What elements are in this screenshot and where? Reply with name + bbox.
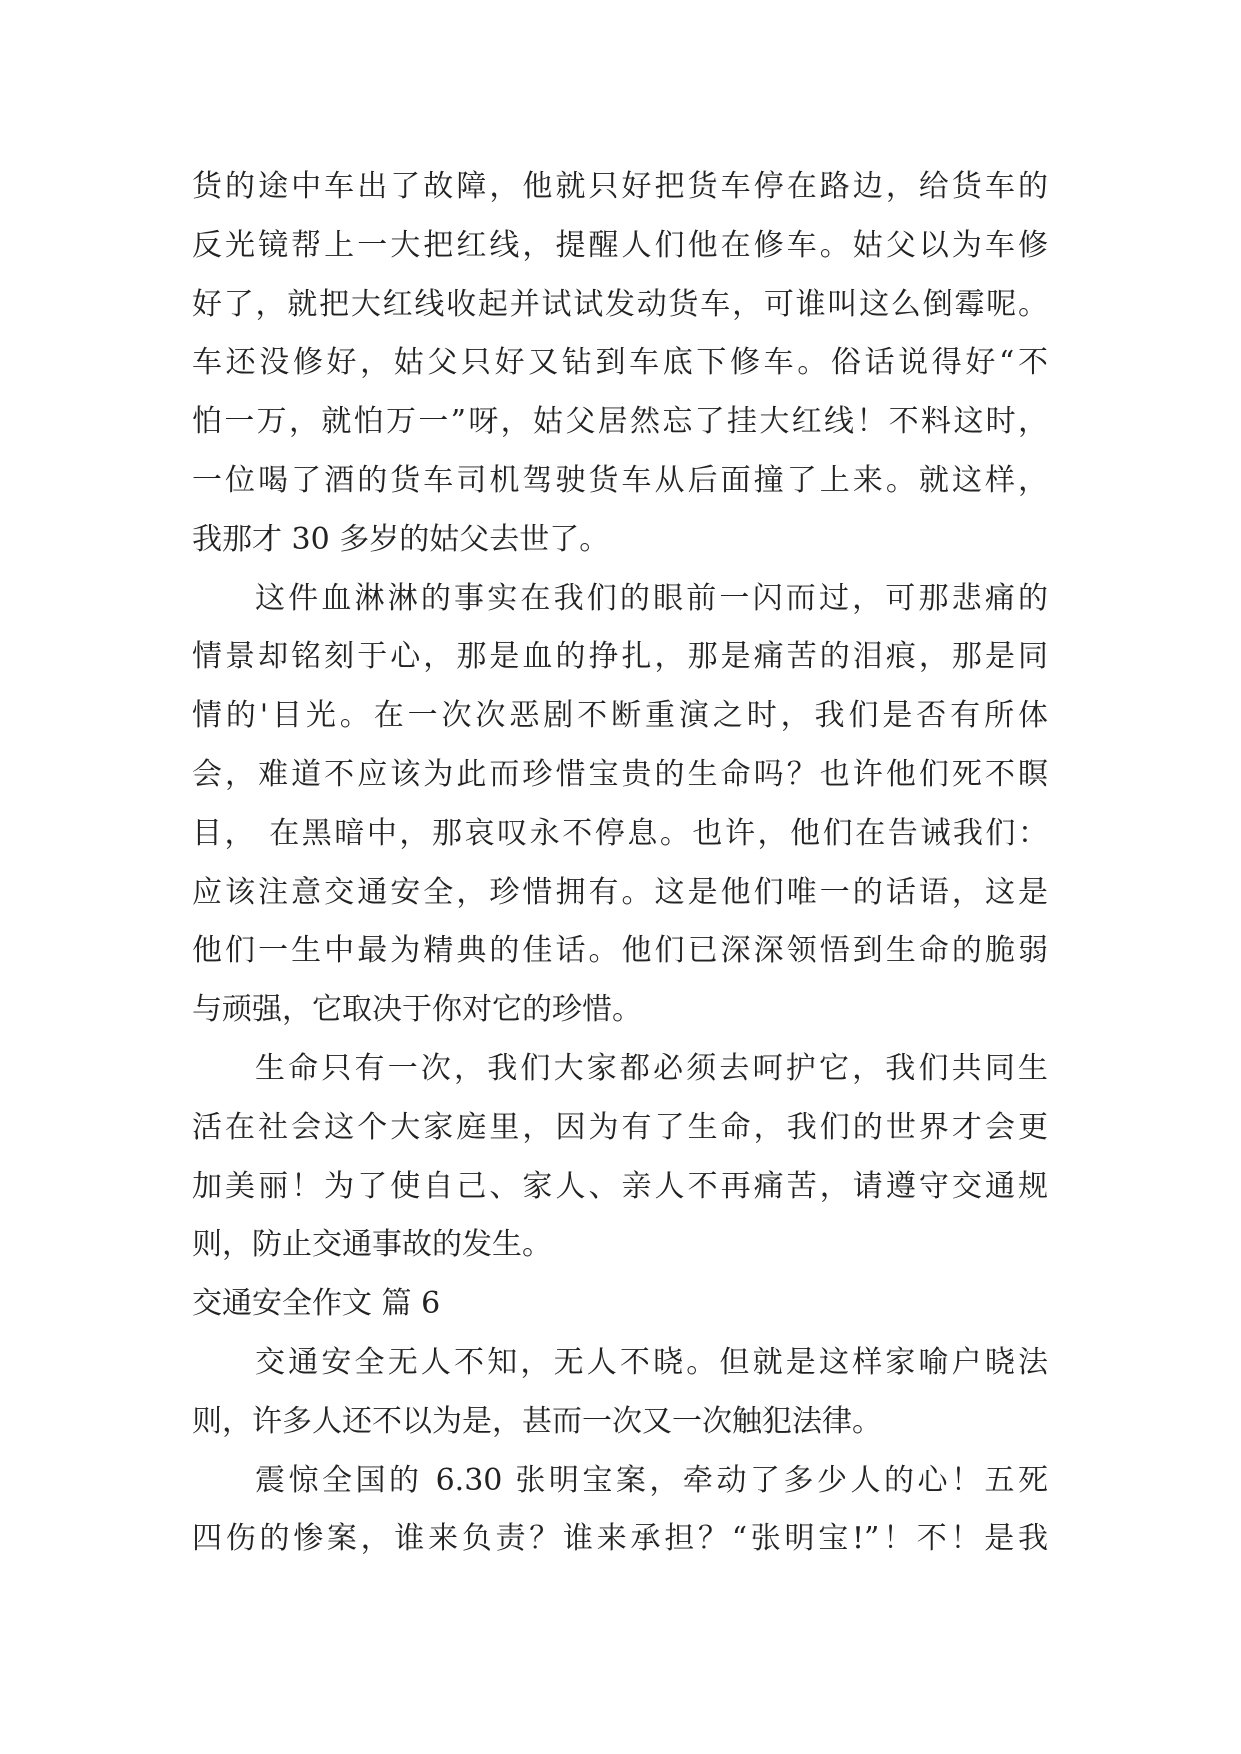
text-line: 情的'目光。在一次次恶剧不断重演之时，我们是否有所体 bbox=[192, 698, 1048, 734]
text-line: 怕一万，就怕万一”呀，姑父居然忘了挂大红线！不料这时， bbox=[192, 404, 1048, 440]
document-body bbox=[192, 158, 1048, 1569]
text-line: 四伤的惨案，谁来负责？谁来承担？“张明宝!”！不！是我 bbox=[192, 1521, 1048, 1557]
paragraph-first-line: 震惊全国的 6.30 张明宝案，牵动了多少人的心！五死 bbox=[255, 1462, 1048, 1498]
paragraph-first-line: 生命只有一次，我们大家都必须去呵护它，我们共同生 bbox=[255, 1050, 1048, 1086]
text-line: 好了，就把大红线收起并试试发动货车，可谁叫这么倒霉呢。 bbox=[192, 286, 1048, 322]
text-line: 应该注意交通安全，珍惜拥有。这是他们唯一的话语，这是 bbox=[192, 874, 1048, 910]
text-line: 目， 在黑暗中，那哀叹永不停息。也许，他们在告诫我们： bbox=[192, 815, 1048, 851]
text-line: 一位喝了酒的货车司机驾驶货车从后面撞了上来。就这样， bbox=[192, 462, 1048, 498]
text-line: 会，难道不应该为此而珍惜宝贵的生命吗？也许他们死不瞑 bbox=[192, 756, 1048, 792]
text-line: 车还没修好，姑父只好又钻到车底下修车。俗话说得好“不 bbox=[192, 345, 1048, 381]
text-line: 我那才 30 多岁的姑父去世了。 bbox=[192, 521, 610, 557]
text-line: 货的途中车出了故障，他就只好把货车停在路边，给货车的 bbox=[192, 169, 1048, 204]
text-line: 则，许多人还不以为是，甚而一次又一次触犯法律。 bbox=[192, 1403, 882, 1439]
text-line: 反光镜帮上一大把红线，提醒人们他在修车。姑父以为车修 bbox=[192, 227, 1048, 263]
text-line: 则，防止交通事故的发生。 bbox=[192, 1227, 552, 1263]
paragraph-first-line: 交通安全无人不知，无人不晓。但就是这样家喻户晓法 bbox=[255, 1344, 1048, 1380]
text-line: 与顽强，它取决于你对它的珍惜。 bbox=[192, 992, 642, 1028]
text-line: 活在社会这个大家庭里，因为有了生命，我们的世界才会更 bbox=[192, 1109, 1048, 1145]
text-line: 加美丽！为了使自己、家人、亲人不再痛苦，请遵守交通规 bbox=[192, 1168, 1048, 1204]
paragraph-first-line: 这件血淋淋的事实在我们的眼前一闪而过，可那悲痛的 bbox=[255, 580, 1048, 616]
text-line: 他们一生中最为精典的佳话。他们已深深领悟到生命的脆弱 bbox=[192, 933, 1048, 969]
section-heading: 交通安全作文 篇 6 bbox=[192, 1286, 441, 1322]
text-line: 情景却铭刻于心，那是血的挣扎，那是痛苦的泪痕，那是同 bbox=[192, 639, 1048, 675]
